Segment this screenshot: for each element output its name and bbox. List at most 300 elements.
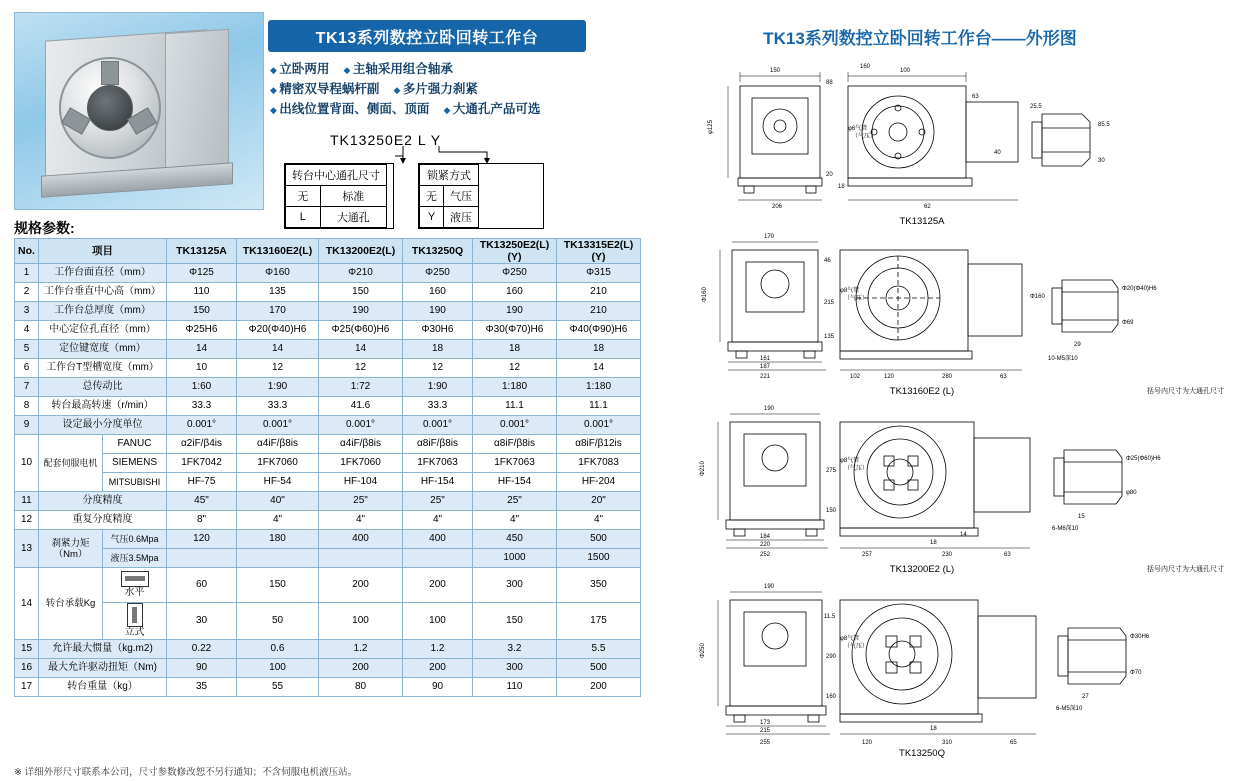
cell-value: Φ315 <box>557 264 641 283</box>
cell-value: 40" <box>237 492 319 511</box>
cell-value: 1FK7060 <box>319 454 403 473</box>
cell-value: 0.22 <box>167 640 237 659</box>
svg-text:252: 252 <box>760 552 771 558</box>
cell-subitem <box>103 603 167 640</box>
cell-item: 工作台总厚度（mm） <box>39 302 167 321</box>
table-row <box>15 397 641 416</box>
svg-text:30: 30 <box>1098 158 1105 164</box>
cell-value: HF-104 <box>319 473 403 492</box>
spec-table-wrap <box>14 238 634 697</box>
svg-text:161: 161 <box>760 356 771 362</box>
table-row <box>15 473 641 492</box>
svg-text:184: 184 <box>760 534 771 540</box>
cell-value: 11.1 <box>473 397 557 416</box>
cell-value <box>167 549 237 568</box>
svg-text:63: 63 <box>1004 552 1011 558</box>
cell-value: 500 <box>557 659 641 678</box>
cell-value: 0.001° <box>557 416 641 435</box>
cell-value: 190 <box>403 302 473 321</box>
spec-footnote: ※ 详细外形尺寸联系本公司，尺寸参数修改恕不另行通知；不含伺服电机液压站。 <box>14 767 358 778</box>
cell-value: 100 <box>319 603 403 640</box>
cell-no: 8 <box>15 397 39 416</box>
cell-value: 5.5 <box>557 640 641 659</box>
svg-text:Φ250: Φ250 <box>700 643 706 658</box>
cell-value: 90 <box>403 678 473 697</box>
table-row <box>15 416 641 435</box>
svg-text:221: 221 <box>760 374 771 380</box>
cell-value: HF-154 <box>403 473 473 492</box>
svg-text:29: 29 <box>1074 342 1081 348</box>
spec-table <box>14 238 641 697</box>
cell-value: 3.2 <box>473 640 557 659</box>
cell-value: 1FK7063 <box>403 454 473 473</box>
svg-text:102: 102 <box>850 374 861 380</box>
svg-text:63: 63 <box>972 94 979 100</box>
svg-text:φ8气管: φ8气管 <box>840 636 860 642</box>
cell-value: 12 <box>473 359 557 378</box>
cell-value: 1:72 <box>319 378 403 397</box>
svg-text:215: 215 <box>760 728 771 734</box>
cell-value: 4" <box>237 511 319 530</box>
svg-text:40: 40 <box>994 150 1001 156</box>
svg-text:（气压）: （气压） <box>844 466 869 472</box>
table-row <box>15 549 641 568</box>
right-column <box>600 0 1240 781</box>
cell-value: 200 <box>319 568 403 603</box>
cell-no: 7 <box>15 378 39 397</box>
cell-value: 60 <box>167 568 237 603</box>
svg-text:6-M6深10: 6-M6深10 <box>1052 526 1079 532</box>
svg-text:15: 15 <box>1078 514 1085 520</box>
svg-text:65: 65 <box>1010 740 1017 746</box>
cell-value: 0.6 <box>237 640 319 659</box>
table-row <box>15 640 641 659</box>
option-cell: 无 <box>286 186 321 207</box>
cell-value: 14 <box>167 340 237 359</box>
table-row <box>15 435 641 454</box>
cell-value: 150 <box>167 302 237 321</box>
col-item: 项目 <box>39 239 167 264</box>
cell-value: 150 <box>319 283 403 302</box>
table-row <box>15 283 641 302</box>
svg-text:150: 150 <box>826 508 837 514</box>
svg-text:Φ210: Φ210 <box>700 461 706 476</box>
cell-item: 刹紧力矩（Nm） <box>39 530 103 568</box>
cell-value: α4iF/β8is <box>319 435 403 454</box>
svg-text:20: 20 <box>826 172 833 178</box>
cell-item: 配套伺服电机 <box>39 435 103 492</box>
cell-value: HF-154 <box>473 473 557 492</box>
cell-value: Φ20(Φ40)H6 <box>237 321 319 340</box>
cell-value: Φ160 <box>237 264 319 283</box>
table-row <box>15 678 641 697</box>
cell-value: 33.3 <box>403 397 473 416</box>
col-model: TK13125A <box>167 239 237 264</box>
table-row <box>15 321 641 340</box>
svg-text:6-M5深10: 6-M5深10 <box>1056 706 1083 712</box>
table-row <box>15 511 641 530</box>
cell-value: 150 <box>473 603 557 640</box>
cell-value: 180 <box>237 530 319 549</box>
svg-text:φ8气管: φ8气管 <box>840 288 860 294</box>
svg-text:φ6气管: φ6气管 <box>848 126 868 132</box>
drawing-caption: TK13125A <box>899 216 945 227</box>
col-model: TK13315E2(L)(Y) <box>557 239 641 264</box>
feature-list <box>270 60 600 120</box>
cell-value: 35 <box>167 678 237 697</box>
svg-text:275: 275 <box>826 468 837 474</box>
cell-no: 12 <box>15 511 39 530</box>
cell-value: 150 <box>237 568 319 603</box>
cell-value: 1FK7042 <box>167 454 237 473</box>
option-cell: 气压 <box>444 186 479 207</box>
drawing-note: 括号内尺寸为大通孔尺寸 <box>1147 388 1224 395</box>
cell-value: 45" <box>167 492 237 511</box>
option-title: 锁紧方式 <box>420 165 479 186</box>
cell-value: Φ125 <box>167 264 237 283</box>
cell-value: 190 <box>473 302 557 321</box>
cell-value: 0.001° <box>319 416 403 435</box>
svg-text:18: 18 <box>930 726 937 732</box>
cell-value: Φ210 <box>319 264 403 283</box>
outline-drawing-3 <box>612 400 1232 578</box>
cell-value: Φ250 <box>473 264 557 283</box>
cell-value: 1500 <box>557 549 641 568</box>
cell-value: α2iF/β4is <box>167 435 237 454</box>
svg-text:Φ160: Φ160 <box>702 287 708 302</box>
option-cell: L <box>286 207 321 228</box>
col-model: TK13250Q <box>403 239 473 264</box>
cell-item: 转台承载Kg <box>39 568 103 640</box>
cell-value: 100 <box>237 659 319 678</box>
cell-value: 350 <box>557 568 641 603</box>
table-row <box>15 568 641 603</box>
cell-value: 190 <box>319 302 403 321</box>
cell-value: 170 <box>237 302 319 321</box>
cell-value: 18 <box>473 340 557 359</box>
cell-subitem: MITSUBISHI <box>103 473 167 492</box>
cell-value: 400 <box>319 530 403 549</box>
option-title: 转台中心通孔尺寸 <box>286 165 387 186</box>
outline-section-title: TK13系列数控立卧回转工作台——外形图 <box>763 29 1077 48</box>
cell-value: 120 <box>167 530 237 549</box>
cell-value: 50 <box>237 603 319 640</box>
feature-item: ◆ 主轴采用组合轴承 <box>343 60 452 80</box>
cell-value: α8iF/β12is <box>557 435 641 454</box>
option-cell: 标准 <box>320 186 386 207</box>
cell-value: HF-75 <box>167 473 237 492</box>
option-table-bore <box>284 163 394 229</box>
cell-no: 9 <box>15 416 39 435</box>
cell-value: 12 <box>319 359 403 378</box>
svg-text:46: 46 <box>824 258 831 264</box>
svg-text:310: 310 <box>942 740 953 746</box>
cell-value: 200 <box>319 659 403 678</box>
table-row <box>15 340 641 359</box>
cell-item: 分度精度 <box>39 492 167 511</box>
cell-value: 1FK7063 <box>473 454 557 473</box>
cell-value: 1:180 <box>473 378 557 397</box>
cell-value: 160 <box>473 283 557 302</box>
cell-no: 17 <box>15 678 39 697</box>
cell-value: 135 <box>237 283 319 302</box>
feature-item: ◆ 精密双导程蜗杆副 <box>270 80 379 100</box>
svg-text:120: 120 <box>884 374 895 380</box>
svg-text:190: 190 <box>764 406 775 412</box>
photo-jaw <box>101 61 119 85</box>
cell-value <box>319 549 403 568</box>
cell-no: 3 <box>15 302 39 321</box>
col-no: No. <box>15 239 39 264</box>
svg-text:10-M5深10: 10-M5深10 <box>1048 356 1078 362</box>
svg-text:255: 255 <box>760 740 771 746</box>
cell-value: Φ250 <box>403 264 473 283</box>
cell-value: 1.2 <box>403 640 473 659</box>
cell-value: HF-204 <box>557 473 641 492</box>
col-model: TK13160E2(L) <box>237 239 319 264</box>
cell-item: 工作台垂直中心高（mm） <box>39 283 167 302</box>
option-cell: 液压 <box>444 207 479 228</box>
svg-text:Φ20(Φ40)H6: Φ20(Φ40)H6 <box>1122 286 1157 292</box>
cell-value: Φ30H6 <box>403 321 473 340</box>
cell-value: 90 <box>167 659 237 678</box>
cell-value <box>403 549 473 568</box>
cell-subitem: SIEMENS <box>103 454 167 473</box>
cell-value: 0.001° <box>237 416 319 435</box>
vertical-table-icon <box>127 603 143 627</box>
cell-item: 中心定位孔直径（mm） <box>39 321 167 340</box>
outline-drawing-4 <box>612 578 1232 768</box>
svg-text:（气压）: （气压） <box>844 296 869 302</box>
svg-text:Φ70: Φ70 <box>1130 670 1142 676</box>
cell-value: α4iF/β8is <box>237 435 319 454</box>
table-row <box>15 530 641 549</box>
cell-value: 200 <box>557 678 641 697</box>
cell-value: 41.6 <box>319 397 403 416</box>
cell-value: Φ25(Φ60)H6 <box>319 321 403 340</box>
option-cell: Y <box>420 207 444 228</box>
cell-no: 4 <box>15 321 39 340</box>
cell-value: HF-54 <box>237 473 319 492</box>
cell-value: 1:60 <box>167 378 237 397</box>
cell-item: 设定最小分度单位 <box>39 416 167 435</box>
cell-value: 0.001° <box>167 416 237 435</box>
cell-value: 4" <box>403 511 473 530</box>
svg-text:280: 280 <box>942 374 953 380</box>
table-row <box>15 603 641 640</box>
cell-item: 最大允许驱动扭矩（Nm) <box>39 659 167 678</box>
option-cell: 无 <box>420 186 444 207</box>
cell-value: Φ30(Φ70)H6 <box>473 321 557 340</box>
svg-text:88: 88 <box>826 80 833 86</box>
cell-no: 13 <box>15 530 39 568</box>
drawing-caption: TK13200E2 (L) <box>889 564 955 575</box>
cell-no: 15 <box>15 640 39 659</box>
cell-value: 1FK7083 <box>557 454 641 473</box>
table-row <box>15 302 641 321</box>
cell-value: 4" <box>557 511 641 530</box>
cell-no: 11 <box>15 492 39 511</box>
cell-value: 1:90 <box>237 378 319 397</box>
cell-value: 4" <box>473 511 557 530</box>
spec-section-title: 规格参数: <box>14 220 75 236</box>
cell-item: 工作台面直径（mm） <box>39 264 167 283</box>
cell-subitem <box>103 568 167 603</box>
svg-text:63: 63 <box>1000 374 1007 380</box>
cell-value: 210 <box>557 302 641 321</box>
svg-text:Φ25(Φ60)H6: Φ25(Φ60)H6 <box>1126 456 1161 462</box>
cell-value: 25" <box>473 492 557 511</box>
svg-text:100: 100 <box>900 68 911 74</box>
cell-value: 450 <box>473 530 557 549</box>
cell-item: 重复分度精度 <box>39 511 167 530</box>
feature-item: ◆ 大通孔产品可选 <box>443 100 540 120</box>
svg-text:25.5: 25.5 <box>1030 104 1042 110</box>
svg-text:206: 206 <box>772 204 783 210</box>
cell-value: 14 <box>237 340 319 359</box>
table-row <box>15 264 641 283</box>
svg-text:φ125: φ125 <box>708 120 714 134</box>
cell-value: 30 <box>167 603 237 640</box>
svg-text:Φ160: Φ160 <box>1030 294 1045 300</box>
cell-value: 110 <box>473 678 557 697</box>
svg-text:27: 27 <box>1082 694 1089 700</box>
svg-text:Φ30H6: Φ30H6 <box>1130 634 1150 640</box>
svg-text:150: 150 <box>770 68 781 74</box>
cell-value: Φ25H6 <box>167 321 237 340</box>
svg-text:Φ69: Φ69 <box>1122 320 1134 326</box>
cell-value: 4" <box>319 511 403 530</box>
option-table-clamp <box>418 163 544 229</box>
drawing-caption: TK13160E2 (L) <box>889 386 955 397</box>
cell-value: 175 <box>557 603 641 640</box>
svg-text:160: 160 <box>826 694 837 700</box>
svg-text:135: 135 <box>824 334 835 340</box>
cell-value: 25" <box>319 492 403 511</box>
col-model: TK13200E2(L) <box>319 239 403 264</box>
drawing-note: 括号内尺寸为大通孔尺寸 <box>1147 566 1224 573</box>
cell-value: 10 <box>167 359 237 378</box>
cell-value: 1000 <box>473 549 557 568</box>
cell-value: 14 <box>319 340 403 359</box>
svg-text:290: 290 <box>826 654 837 660</box>
svg-text:85.5: 85.5 <box>1098 122 1110 128</box>
svg-text:φ8气管: φ8气管 <box>840 458 860 464</box>
cell-subitem: 液压3.5Mpa <box>103 549 167 568</box>
cell-no: 5 <box>15 340 39 359</box>
svg-text:14: 14 <box>960 532 967 538</box>
outline-drawing-2 <box>612 228 1232 400</box>
svg-text:190: 190 <box>764 584 775 590</box>
cell-value: 210 <box>557 283 641 302</box>
cell-no: 16 <box>15 659 39 678</box>
cell-item: 转台最高转速（r/min） <box>39 397 167 416</box>
cell-value: 500 <box>557 530 641 549</box>
cell-value: 80 <box>319 678 403 697</box>
option-cell: 大通孔 <box>320 207 386 228</box>
cell-value: 0.001° <box>473 416 557 435</box>
cell-value: 1.2 <box>319 640 403 659</box>
svg-text:257: 257 <box>862 552 873 558</box>
table-row <box>15 359 641 378</box>
svg-text:120: 120 <box>862 740 873 746</box>
cell-value: 14 <box>557 359 641 378</box>
product-title: TK13系列数控立卧回转工作台 <box>268 20 586 52</box>
svg-text:170: 170 <box>764 234 775 240</box>
cell-value: 0.001° <box>403 416 473 435</box>
cell-value: 100 <box>403 603 473 640</box>
col-model: TK13250E2(L)(Y) <box>473 239 557 264</box>
svg-text:（气压）: （气压） <box>844 644 869 650</box>
cell-no: 10 <box>15 435 39 492</box>
cell-subitem: FANUC <box>103 435 167 454</box>
cell-item: 转台重量（kg） <box>39 678 167 697</box>
table-row <box>15 492 641 511</box>
cell-value: 110 <box>167 283 237 302</box>
cell-no: 1 <box>15 264 39 283</box>
cell-value: 1:180 <box>557 378 641 397</box>
cell-value: 8" <box>167 511 237 530</box>
svg-text:φ80: φ80 <box>1126 490 1137 496</box>
cell-value: 11.1 <box>557 397 641 416</box>
cell-item: 允许最大惯量（kg.m2) <box>39 640 167 659</box>
table-row <box>15 454 641 473</box>
cell-subitem: 气压0.6Mpa <box>103 530 167 549</box>
svg-text:220: 220 <box>760 542 771 548</box>
cell-value <box>237 549 319 568</box>
feature-item: ◆ 多片强力刹紧 <box>393 80 477 100</box>
cell-value: Φ40(Φ90)H6 <box>557 321 641 340</box>
cell-no: 14 <box>15 568 39 640</box>
cell-value: 25" <box>403 492 473 511</box>
drawing-caption: TK13250Q <box>899 748 945 759</box>
cell-value: 18 <box>403 340 473 359</box>
cell-value: 300 <box>473 659 557 678</box>
cell-item: 工作台T型槽宽度（mm） <box>39 359 167 378</box>
cell-item: 定位键宽度（mm） <box>39 340 167 359</box>
svg-text:62: 62 <box>924 204 931 210</box>
feature-item: ◆ 立卧两用 <box>270 60 329 80</box>
svg-text:160: 160 <box>860 64 871 70</box>
svg-text:11.5: 11.5 <box>824 614 836 620</box>
cell-value: α8iF/β8is <box>403 435 473 454</box>
svg-text:215: 215 <box>824 300 835 306</box>
cell-value: 20" <box>557 492 641 511</box>
model-code-arrows <box>395 146 485 164</box>
svg-text:230: 230 <box>942 552 953 558</box>
cell-value: α8iF/β8is <box>473 435 557 454</box>
cell-subitem-label: 水平 <box>124 587 145 598</box>
cell-value: 200 <box>403 568 473 603</box>
svg-text:（气压）: （气压） <box>852 134 877 140</box>
svg-text:173: 173 <box>760 720 771 726</box>
table-row <box>15 659 641 678</box>
cell-value: 1FK7060 <box>237 454 319 473</box>
cell-subitem-label: 立式 <box>124 627 145 638</box>
horizontal-table-icon <box>121 571 149 587</box>
cell-item: 总传动比 <box>39 378 167 397</box>
cell-value: 33.3 <box>237 397 319 416</box>
cell-no: 2 <box>15 283 39 302</box>
cell-value: 33.3 <box>167 397 237 416</box>
feature-item: ◆ 出线位置背面、侧面、顶面 <box>270 100 429 120</box>
cell-value: 12 <box>403 359 473 378</box>
svg-text:18: 18 <box>930 540 937 546</box>
cell-value: 1:90 <box>403 378 473 397</box>
outline-drawing-1 <box>612 58 1232 228</box>
cell-value: 55 <box>237 678 319 697</box>
svg-text:187: 187 <box>760 364 771 370</box>
